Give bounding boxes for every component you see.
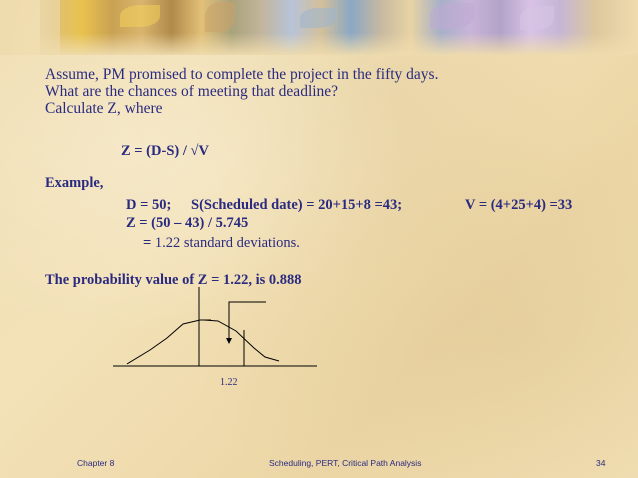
intro-line-2: What are the chances of meeting that deadline? [45,83,339,100]
probability-statement: The probability value of Z = 1.22, is 0.888 [45,272,302,288]
intro-line-1: Assume, PM promised to complete the project in the fifty days. [45,66,439,83]
z-calculation: Z = (50 – 43) / 5.745 [126,215,249,231]
z-result-prefix: = [143,235,152,251]
curve-right-half [204,320,279,361]
curve-left-half [127,320,211,364]
z-axis-label: 1.22 [220,377,238,388]
footer-chapter: Chapter 8 [77,458,115,468]
z-formula: Z = (D-S) / √V [121,143,209,159]
given-d: D = 50; [126,197,172,213]
example-heading: Example, [45,175,104,191]
footer-title: Scheduling, PERT, Critical Path Analysis [269,458,422,468]
intro-line-3: Calculate Z, where [45,100,163,117]
given-s: S(Scheduled date) = 20+15+8 =43; [191,197,403,213]
footer-page-number: 34 [596,458,606,468]
pointer-arrow-line [229,302,266,339]
z-result-suffix: standard deviations. [183,235,300,251]
z-result-value: 1.22 [154,235,181,251]
given-v: V = (4+25+4) =33 [465,197,573,213]
pointer-arrow-head [226,338,232,344]
